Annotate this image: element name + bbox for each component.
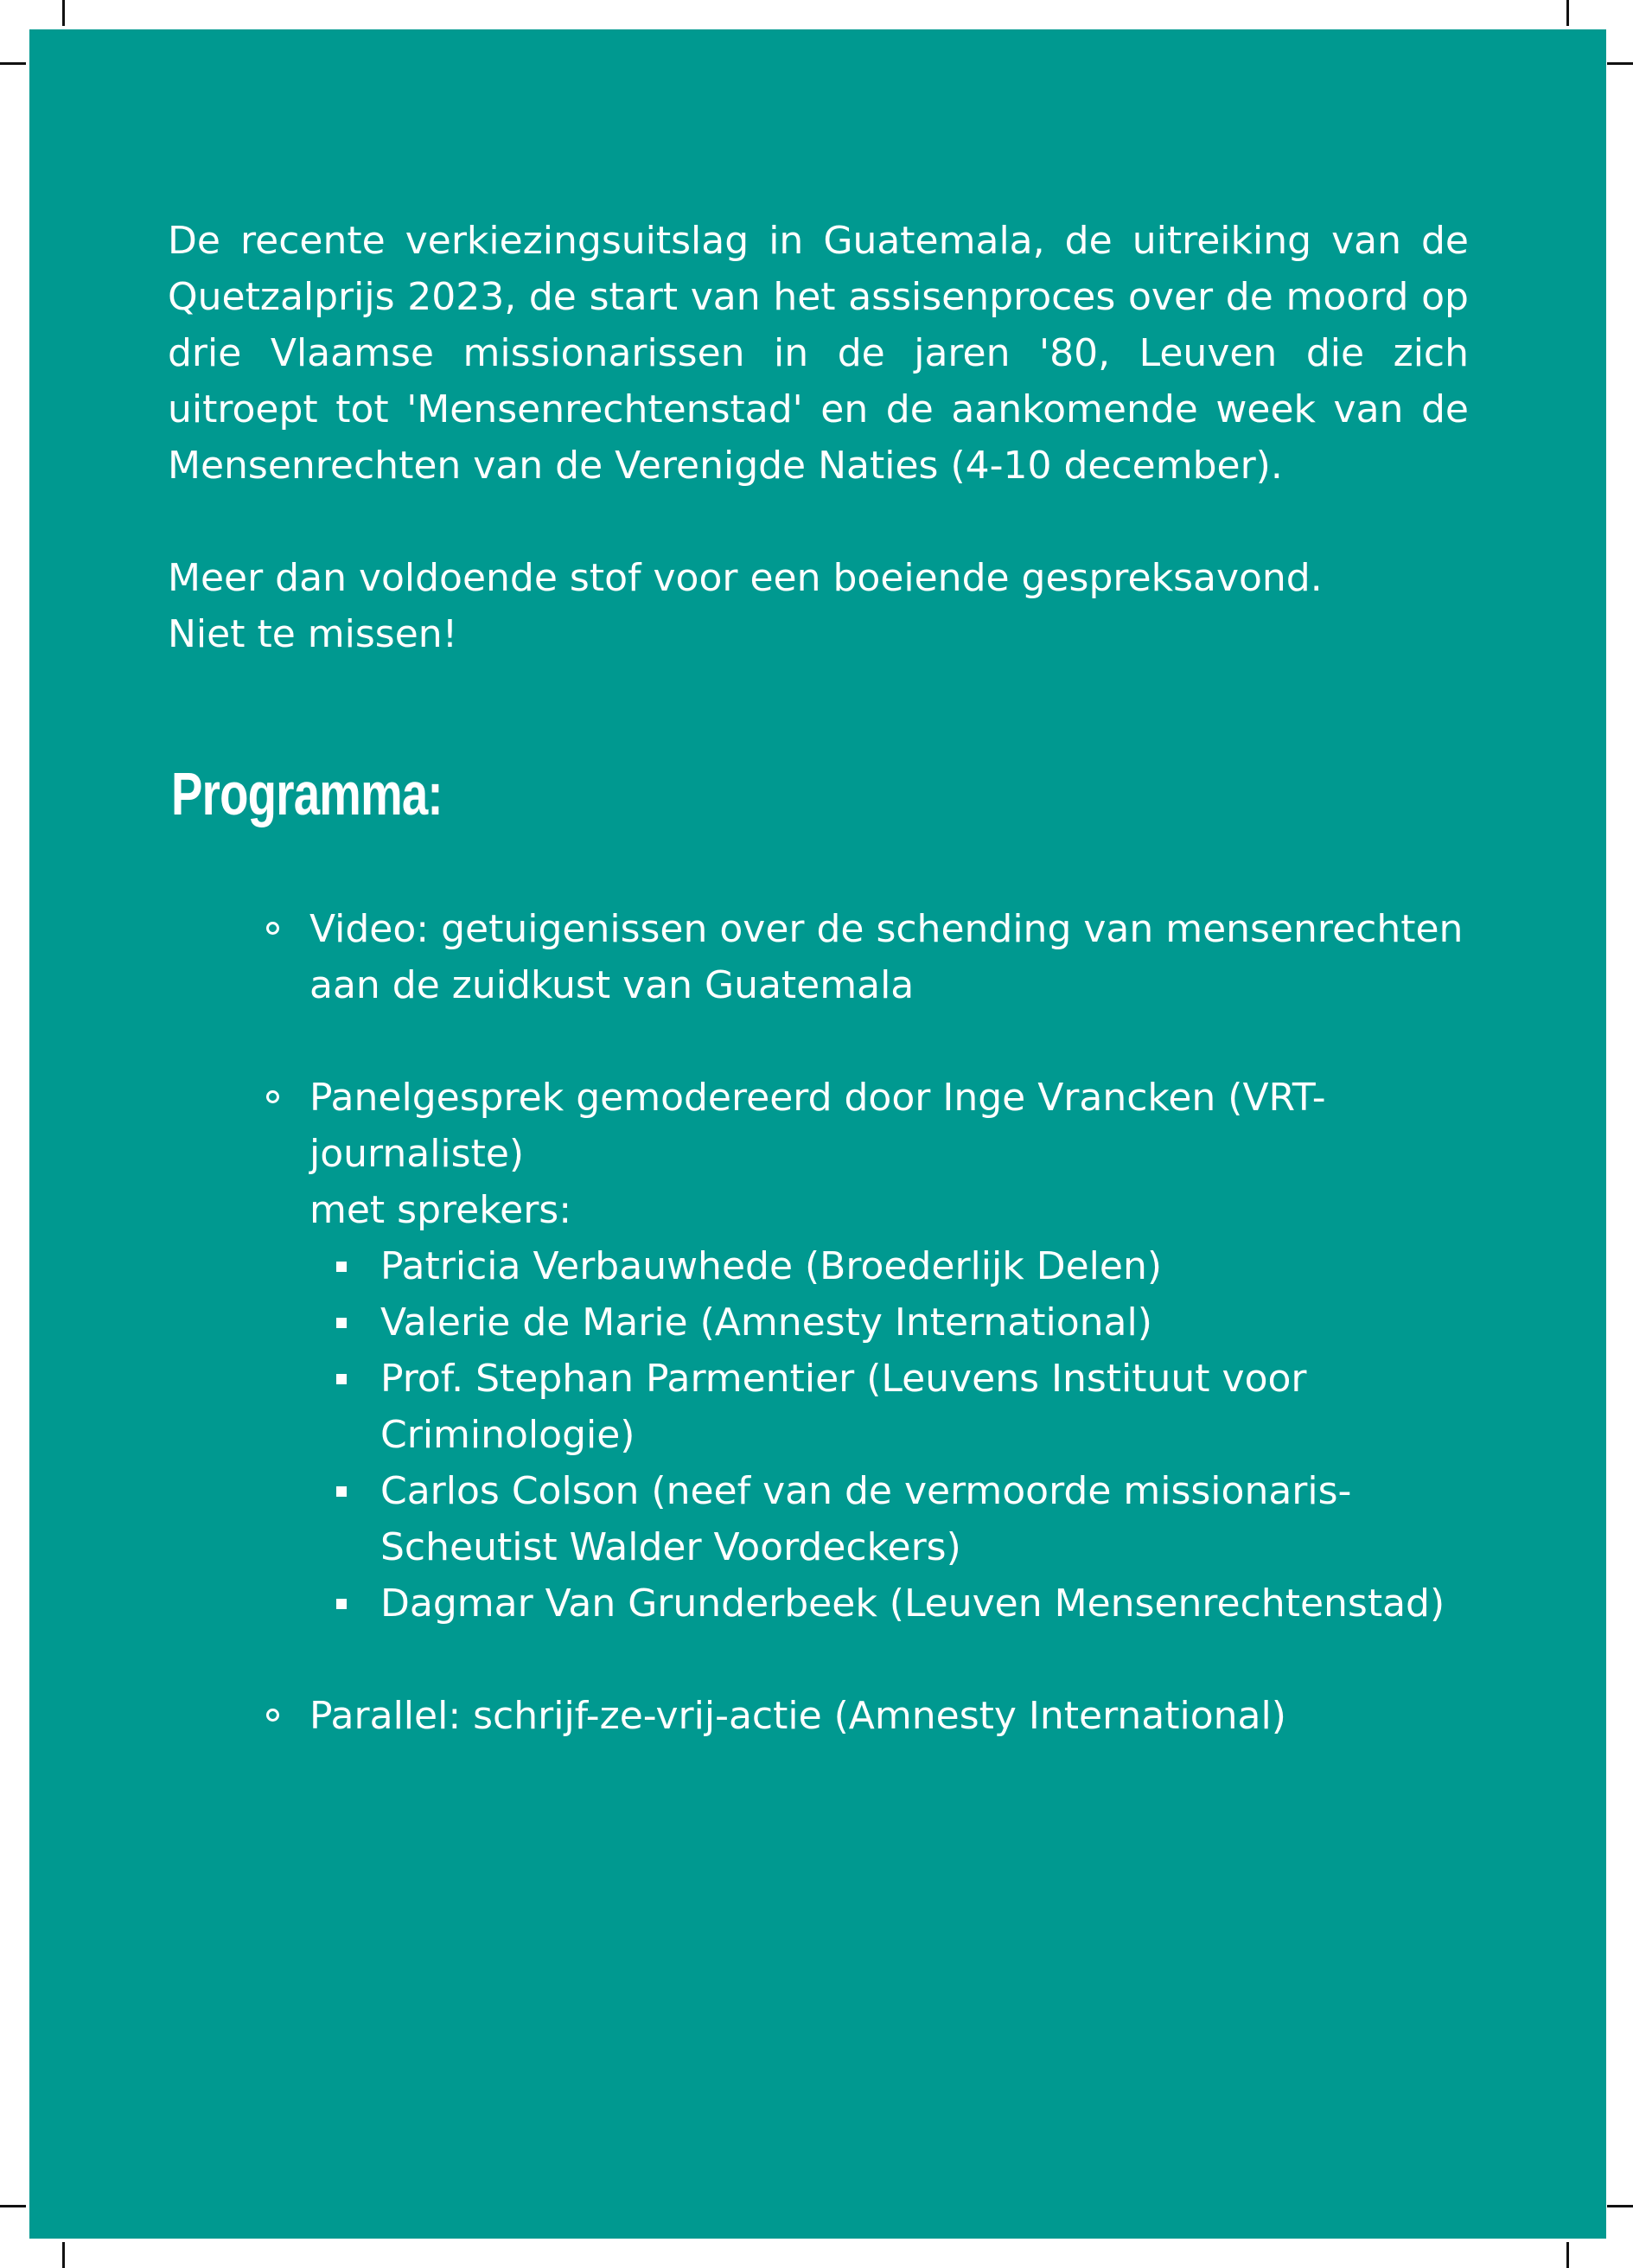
square-bullet-icon: [336, 1262, 347, 1272]
program-item-video: [309, 901, 1469, 1013]
speaker-item: [380, 1463, 1469, 1575]
teal-panel: [29, 29, 1606, 2239]
circle-bullet-icon: [266, 1709, 279, 1722]
square-bullet-icon: [336, 1599, 347, 1609]
square-bullet-icon: [336, 1318, 347, 1328]
speaker-name: Prof. Stephan Parmentier (Leuvens Instituut voor Criminologie): [380, 1357, 1307, 1457]
crop-mark-left-top: [0, 62, 26, 65]
intro-paragraph: De recente verkiezingsuitslag in Guatemala, de uitreiking van de Quetzalprijs 2023, de start van het assisenproces over de moord op drie Vlaamse missionarissen in de jaren '80, Leuven die zich uitroept tot 'Mensenrechtenstad' en de aankomende week van de Mensenrechten van de Verenigde Naties (4-10 december).: [168, 219, 1469, 488]
crop-mark-right-top: [1607, 62, 1633, 65]
speaker-item: [380, 1575, 1469, 1632]
crop-mark-left-bottom: [0, 2205, 26, 2207]
square-bullet-icon: [336, 1374, 347, 1384]
circle-bullet-icon: [266, 922, 279, 935]
speaker-name: Dagmar Van Grunderbeek (Leuven Mensenrechtenstad): [380, 1581, 1445, 1626]
program-item-parallel-text: Parallel: schrijf-ze-vrij-actie (Amnesty International): [309, 1694, 1286, 1738]
speaker-name: Carlos Colson (neef van de vermoorde missionaris-Scheutist Walder Voordeckers): [380, 1469, 1352, 1569]
speaker-name: Valerie de Marie (Amnesty International): [380, 1300, 1152, 1345]
crop-mark-bottom-right: [1566, 2242, 1569, 2268]
program-list: [168, 901, 1469, 1744]
program-item-parallel: [309, 1688, 1469, 1744]
speaker-item: [380, 1294, 1469, 1351]
crop-mark-top-left: [62, 0, 65, 26]
flyer-content: [168, 213, 1469, 1800]
tagline: [168, 550, 1469, 662]
circle-bullet-icon: [266, 1090, 279, 1103]
panel-moderator-text: Panelgesprek gemodereerd door Inge Vrancken (VRT-journaliste): [309, 1076, 1326, 1176]
tagline-line-1: Meer dan voldoende stof voor een boeiende gespreksavond.: [168, 556, 1323, 600]
speaker-item: [380, 1238, 1469, 1294]
program-item-panel: [309, 1070, 1469, 1632]
panel-speakers-label: met sprekers:: [309, 1188, 572, 1232]
speaker-list: [309, 1238, 1469, 1632]
square-bullet-icon: [336, 1486, 347, 1497]
crop-mark-bottom-left: [62, 2242, 65, 2268]
speaker-item: [380, 1351, 1469, 1463]
program-item-video-text: Video: getuigenissen over de schending van mensenrechten aan de zuidkust van Guatemala: [309, 907, 1464, 1007]
crop-mark-right-bottom: [1607, 2205, 1633, 2207]
tagline-line-2: Niet te missen!: [168, 612, 458, 656]
program-heading: Programma:: [171, 760, 443, 827]
crop-mark-top-right: [1566, 0, 1569, 26]
speaker-name: Patricia Verbauwhede (Broederlijk Delen): [380, 1244, 1162, 1288]
